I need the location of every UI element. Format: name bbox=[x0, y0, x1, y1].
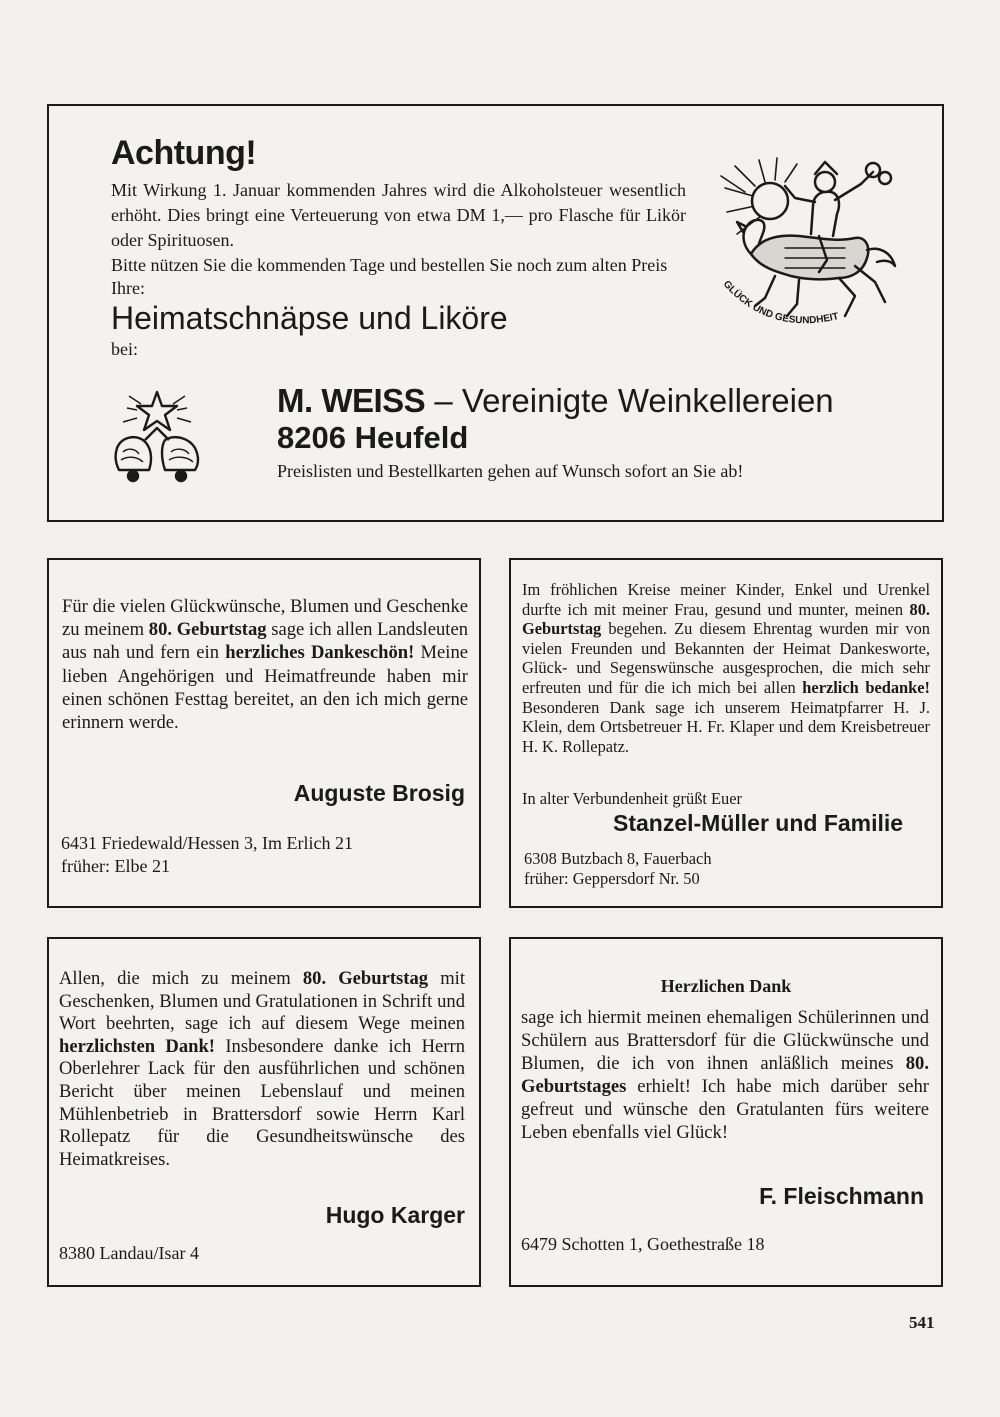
text-run: Insbesondere danke ich Herrn Oberlehrer Lack für den ausführlichen und schönen Bericht über meinen Lebenslauf und meinen Mühlenbetrieb in Brattersdorf sowie Herrn Karl Rollepatz für die Gesundheitswünsche des Heimatkreises. bbox=[59, 1035, 465, 1170]
horse-rider-logo-icon bbox=[715, 156, 903, 336]
text-run: Im fröhlichen Kreise meiner Kinder, Enkel und Urenkel durfte ich mit meiner Frau, gesund und munter, meinen bbox=[522, 580, 930, 619]
ad-title: Achtung! bbox=[111, 134, 257, 172]
text-bold: 80. Geburtstag bbox=[522, 599, 930, 639]
address: 6479 Schotten 1, Goethestraße 18 bbox=[521, 1234, 765, 1254]
thank-you-box-brosig bbox=[47, 558, 481, 908]
text-run: mit Geschenken, Blumen und Gratulationen in Schrift und Wort beehrten, sage ich auf diesem Wege meinen bbox=[59, 968, 465, 1035]
signature: F. Fleischmann bbox=[759, 1183, 924, 1209]
ad-bei: bei: bbox=[111, 339, 138, 359]
advertisement-box bbox=[47, 104, 944, 522]
address: 8380 Landau/Isar 4 bbox=[59, 1243, 199, 1263]
signature: Stanzel-Müller und Familie bbox=[613, 810, 904, 836]
letter-heading: Herzlichen Dank bbox=[660, 976, 792, 996]
text-bold: 80. Geburtstag bbox=[302, 968, 429, 989]
text-bold: herzliches Dankeschön! bbox=[225, 642, 415, 664]
company-city: 8206 Heufeld bbox=[277, 420, 469, 455]
bells-logo-icon bbox=[109, 388, 205, 486]
address-line: früher: Elbe 21 bbox=[61, 855, 170, 876]
ad-paragraph-2: Bitte nützen Sie die kommenden Tage und bestellen Sie noch zum alten Preis Ihre: bbox=[111, 255, 668, 298]
letter-body bbox=[62, 595, 468, 734]
text-run: sage ich allen Landsleuten aus nah und fern ein bbox=[62, 619, 468, 664]
svg-text:GLÜCK UND GESUNDHEIT bbox=[721, 279, 840, 327]
page-number: 541 bbox=[909, 1313, 935, 1332]
text-run: erhielt! Ich habe mich darüber sehr gefreut und wünsche den Gratulanten fürs weitere Leben ebenfalls viel Glück! bbox=[521, 1076, 929, 1144]
greeting: In alter Verbundenheit grüßt Euer bbox=[522, 789, 742, 808]
address bbox=[524, 849, 712, 889]
company-name-bold: M. WEISS bbox=[277, 382, 426, 419]
text-bold: 80. Geburtstag bbox=[148, 619, 267, 641]
address-line: 6431 Friedewald/Hessen 3, Im Erlich 21 bbox=[61, 833, 353, 853]
company-name bbox=[277, 382, 834, 420]
text-run: Für die vielen Glückwünsche, Blumen und Geschenke zu meinem bbox=[62, 596, 468, 641]
text-run: sage ich hiermit meinen ehemaligen Schülerinnen und Schülern aus Brattersdorf für die Glückwünsche und Blumen, die ich von ihnen anläßlich meines bbox=[521, 1007, 929, 1075]
thank-you-box-fleischmann bbox=[509, 937, 943, 1287]
text-bold: 80. Geburtstages bbox=[521, 1053, 929, 1098]
ad-headline: Heimatschnäpse und Liköre bbox=[111, 300, 508, 336]
letter-body bbox=[59, 968, 465, 1171]
text-run: Meine lieben Angehörigen und Heimatfreunde haben mir einen schönen Festtag bereitet, an den ich mich gerne erinnern werde. bbox=[62, 642, 468, 734]
text-bold: herzlichsten Dank! bbox=[59, 1035, 215, 1057]
thank-you-box-stanzel-mueller bbox=[509, 558, 943, 908]
address-line: früher: Geppersdorf Nr. 50 bbox=[524, 869, 700, 888]
letter-body bbox=[521, 1006, 929, 1145]
text-run: Besonderen Dank sage ich unserem Heimatpfarrer H. J. Klein, dem Ortsbetreuer H. Fr. Klaper und dem Kreisbetreuer H. K. Rollepatz. bbox=[522, 697, 930, 756]
address bbox=[61, 832, 353, 877]
text-run: Allen, die mich zu meinem bbox=[59, 968, 303, 989]
logo-arc-text: GLÜCK UND GESUNDHEIT bbox=[720, 278, 840, 327]
text-bold: herzlich bedanke! bbox=[802, 677, 930, 697]
text-run: begehen. Zu diesem Ehrentag wurden mir von vielen Freunden und Bekannten der Heimat Dankesworte, Glück- und Segenswünsche ausgesprochen, die mich sehr erfreuten und für die ich mich bei allen bbox=[522, 619, 930, 697]
signature: Auguste Brosig bbox=[293, 780, 465, 806]
ad-paragraph-1: Mit Wirkung 1. Januar kommenden Jahres wird die Alkoholsteuer wesentlich erhöht. Dies bringt eine Verteuerung von etwa DM 1,— pro Flasche für Likör oder Spirituosen. bbox=[111, 180, 686, 250]
letter-body bbox=[522, 580, 930, 756]
address-line: 6308 Butzbach 8, Fauerbach bbox=[524, 849, 712, 868]
signature: Hugo Karger bbox=[325, 1202, 465, 1228]
thank-you-box-karger bbox=[47, 937, 481, 1287]
company-name-rest: – Vereinigte Weinkellereien bbox=[425, 382, 834, 419]
ad-note: Preislisten und Bestellkarten gehen auf Wunsch sofort an Sie ab! bbox=[277, 461, 744, 481]
